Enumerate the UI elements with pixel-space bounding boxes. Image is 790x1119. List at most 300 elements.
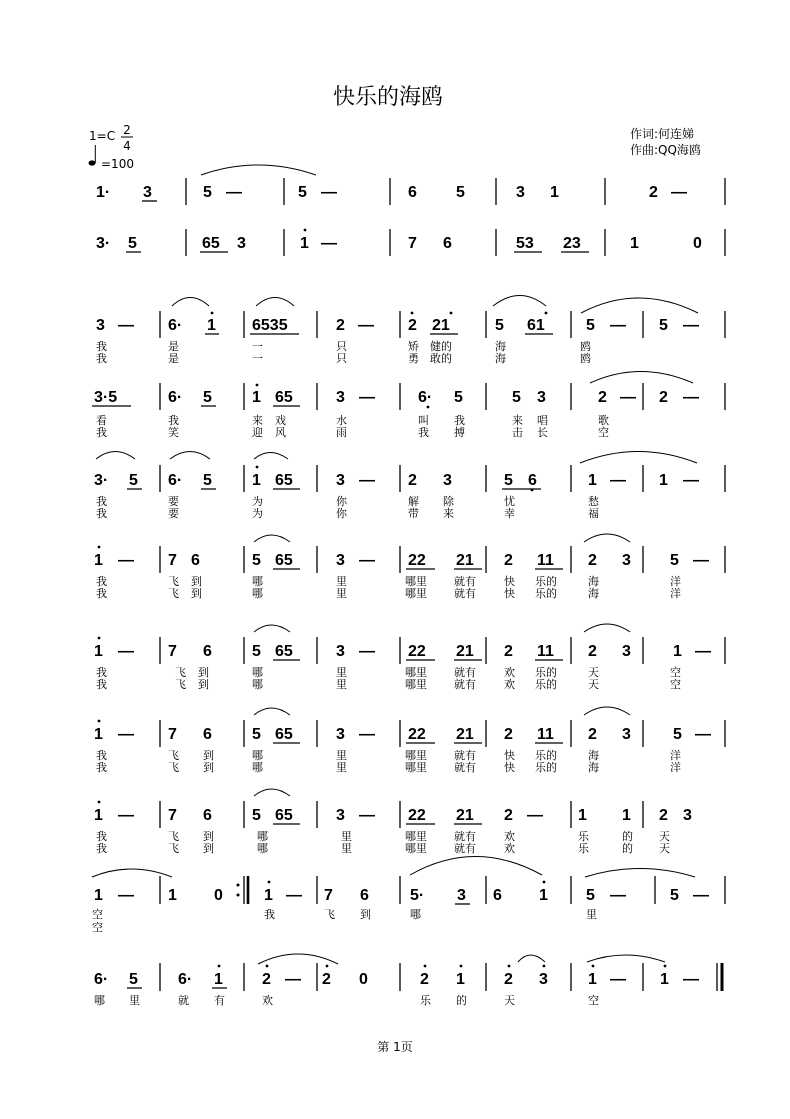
note: 7: [408, 235, 417, 252]
octave-dot: [98, 546, 101, 549]
note: 3: [336, 389, 345, 406]
lyric: 忧: [504, 495, 515, 508]
lyric: 要: [168, 495, 179, 508]
note: 11: [537, 643, 554, 660]
note: 6: [528, 472, 537, 489]
lyric: 我: [96, 666, 107, 679]
note: 2: [588, 552, 597, 569]
note: 2: [322, 971, 331, 988]
note: 7: [168, 807, 177, 824]
note: 5: [456, 184, 465, 201]
note: 3: [516, 184, 525, 201]
score-row: [94, 552, 709, 569]
lyric: 天: [659, 842, 670, 855]
lyric: 到: [198, 666, 209, 679]
lyric: 天: [588, 666, 599, 679]
note: —: [359, 643, 375, 660]
note: 2: [420, 971, 429, 988]
note: 1: [94, 726, 103, 743]
lyric: 的: [456, 994, 467, 1007]
note: 1: [94, 643, 103, 660]
lyric: 哪: [252, 761, 263, 774]
note: 6: [408, 184, 417, 201]
barlines: [160, 383, 725, 410]
note: 6·: [168, 317, 183, 334]
score-row: [96, 235, 702, 252]
lyric: 洋: [670, 749, 681, 762]
lyrics-verse-1: [92, 907, 597, 921]
lyric: 矫: [408, 340, 419, 353]
lyric: 空: [92, 921, 103, 934]
lyric: 你: [336, 507, 347, 520]
note: —: [118, 726, 134, 743]
barlines: [160, 720, 725, 747]
note: 2: [504, 726, 513, 743]
lyric: 洋: [670, 587, 681, 600]
lyric: 只: [336, 352, 347, 365]
note: 0: [359, 971, 368, 988]
lyric: 欢: [504, 666, 515, 679]
note: 5: [670, 887, 679, 904]
lyric: 天: [504, 994, 515, 1007]
lyric: 敢的: [430, 352, 452, 365]
note: 22: [408, 643, 426, 660]
lyric: 海: [495, 340, 506, 353]
lyric: 飞: [168, 830, 179, 843]
lyric: 我: [96, 761, 107, 774]
score-title: 快乐的海鸥: [332, 85, 444, 110]
lyric: 哪: [410, 908, 421, 921]
lyric: 你: [336, 495, 347, 508]
final-barline: [717, 963, 722, 991]
lyric: 就有: [454, 842, 476, 855]
note: 1: [578, 807, 587, 824]
lyric: 要: [168, 507, 179, 520]
lyric: 哪里: [405, 830, 427, 843]
lyric: 到: [203, 842, 214, 855]
lyricist-credit: 作词:何连娣: [630, 127, 695, 141]
lyric: 空: [588, 994, 599, 1007]
lyric: 哪里: [405, 761, 427, 774]
note: —: [359, 389, 375, 406]
lyric: 到: [191, 575, 202, 588]
lyric: 洋: [670, 575, 681, 588]
note: 1: [252, 472, 261, 489]
note: 7: [324, 887, 333, 904]
lyric: 就: [178, 994, 189, 1007]
barlines: [160, 637, 725, 664]
lyric: 海: [495, 352, 506, 365]
note: 6: [493, 887, 502, 904]
note: —: [610, 317, 626, 334]
note: 1: [630, 235, 639, 252]
lyrics-verse-1: [96, 665, 681, 679]
lyric: 空: [670, 666, 681, 679]
lyric: 里: [341, 842, 352, 855]
score-row: [94, 726, 711, 743]
lyric: 解: [408, 495, 419, 508]
note: 2: [504, 552, 513, 569]
note: 65: [202, 235, 220, 252]
note: 1: [588, 472, 597, 489]
lyric: 哪: [94, 994, 105, 1007]
note: —: [683, 389, 699, 406]
lyric: 我: [264, 908, 275, 921]
note: 5: [203, 389, 212, 406]
slur: [201, 165, 316, 175]
lyric: 里: [336, 678, 347, 691]
note: —: [359, 552, 375, 569]
note: —: [359, 472, 375, 489]
lyric: 里: [336, 666, 347, 679]
note: 6: [203, 726, 212, 743]
lyric: 乐: [578, 842, 589, 855]
lyric: 长: [537, 426, 548, 439]
octave-dot: [98, 801, 101, 804]
lyric: 迎: [252, 426, 263, 439]
lyric: 就有: [454, 678, 476, 691]
score-row: [94, 807, 692, 824]
note: 7: [168, 726, 177, 743]
lyric: 乐的: [535, 575, 557, 588]
note: 3: [457, 887, 466, 904]
note: 5: [504, 472, 513, 489]
note: 2: [504, 643, 513, 660]
slur: [258, 954, 665, 964]
lyrics-verse-1: [96, 413, 609, 427]
lyric: 我: [96, 575, 107, 588]
lyric: 哪里: [405, 666, 427, 679]
note: 1: [94, 807, 103, 824]
note: 3: [336, 472, 345, 489]
note: 3: [336, 643, 345, 660]
note: 2: [598, 389, 607, 406]
note: —: [671, 184, 687, 201]
lyric: 我: [96, 749, 107, 762]
note: —: [683, 472, 699, 489]
note: 22: [408, 552, 426, 569]
score-row: [94, 643, 711, 660]
slur: [172, 296, 698, 314]
note: 3: [537, 389, 546, 406]
note: 21: [456, 643, 474, 660]
lyrics-verse-2: [96, 841, 670, 855]
lyrics-verse-1: [96, 748, 681, 762]
note: 5: [298, 184, 307, 201]
lyrics-verse-1: [96, 494, 600, 508]
lyric: 水: [336, 414, 347, 427]
lyrics-verse-2: [96, 506, 599, 520]
note: 6·: [168, 472, 183, 489]
note: 22: [408, 807, 426, 824]
note: —: [695, 643, 711, 660]
note: —: [610, 971, 626, 988]
barlines: [160, 876, 725, 904]
lyric: 哪里: [405, 749, 427, 762]
note: 5: [512, 389, 521, 406]
lyric: 飞: [168, 761, 179, 774]
lyric: 哪: [252, 587, 263, 600]
note: 1: [168, 887, 177, 904]
note: —: [610, 887, 626, 904]
note: 5: [203, 184, 212, 201]
lyric: 空: [598, 426, 609, 439]
octave-dot: [98, 720, 101, 723]
note: 3: [622, 643, 631, 660]
lyric: 里: [336, 575, 347, 588]
lyric: 只: [336, 340, 347, 353]
lyric: 海: [588, 587, 599, 600]
lyric: 哪: [257, 830, 268, 843]
note: 3: [336, 552, 345, 569]
lyric: 带: [408, 507, 419, 520]
lyric: 我: [96, 426, 107, 439]
note: 6: [443, 235, 452, 252]
lyric: 我: [418, 426, 429, 439]
lyric: 我: [96, 352, 107, 365]
note: —: [118, 887, 134, 904]
lyric: 健的: [430, 340, 452, 353]
lyric: 天: [659, 830, 670, 843]
lyric: 哪: [252, 575, 263, 588]
lyric: 哪: [257, 842, 268, 855]
note: 5: [673, 726, 682, 743]
lyric: 乐: [420, 994, 431, 1007]
barlines: [160, 546, 725, 573]
note: —: [285, 971, 301, 988]
lyric: 海: [588, 575, 599, 588]
note: —: [683, 971, 699, 988]
lyric: 飞: [168, 842, 179, 855]
note: 2: [408, 472, 417, 489]
lyrics-verse-2: [96, 760, 681, 774]
lyric: 里: [336, 587, 347, 600]
barlines: [160, 801, 643, 828]
quarter-note-icon: [89, 145, 96, 166]
note: —: [359, 807, 375, 824]
composer-credit: 作曲:QQ海鸥: [630, 143, 701, 157]
note: 2: [659, 389, 668, 406]
note: 5: [252, 807, 261, 824]
lyric: 天: [588, 678, 599, 691]
note: 5: [252, 726, 261, 743]
note: 5: [670, 552, 679, 569]
lyric: 欢: [504, 842, 515, 855]
octave-dots: [218, 965, 667, 968]
note: 2: [588, 726, 597, 743]
lyric: 到: [203, 830, 214, 843]
note: 1: [264, 887, 273, 904]
note: 21: [456, 726, 474, 743]
lyric: 我: [96, 340, 107, 353]
note: 3: [622, 726, 631, 743]
note: 2: [504, 971, 513, 988]
note: 3: [143, 184, 152, 201]
lyric: 的: [622, 842, 633, 855]
note: 2: [588, 643, 597, 660]
lyric: 里: [129, 994, 140, 1007]
time-signature-bottom: 4: [123, 139, 131, 153]
lyric: 叫: [418, 414, 429, 427]
note: —: [321, 235, 337, 252]
note: 5: [128, 235, 137, 252]
lyric: 我: [96, 587, 107, 600]
note: 1: [300, 235, 309, 252]
note: 3·: [96, 235, 111, 252]
time-signature-top: 2: [123, 123, 131, 137]
lyrics-verse-1: [94, 993, 599, 1007]
lyric: 戏: [275, 414, 286, 427]
note: 1: [550, 184, 559, 201]
lyrics-verse-1: [96, 574, 681, 588]
slur: [254, 534, 630, 542]
note: —: [321, 184, 337, 201]
note: 11: [537, 726, 554, 743]
score-row: [94, 472, 699, 489]
lyric: 到: [191, 587, 202, 600]
note: 23: [563, 235, 581, 252]
lyric: 空: [670, 678, 681, 691]
note: —: [286, 887, 302, 904]
note: —: [226, 184, 242, 201]
lyric: 的: [622, 830, 633, 843]
lyric: 我: [96, 495, 107, 508]
note: 1: [207, 317, 216, 334]
note: —: [693, 887, 709, 904]
score-row: [96, 317, 699, 334]
note: 1·: [96, 184, 111, 201]
lyric: 为: [252, 495, 263, 508]
note: 61: [527, 317, 545, 334]
lyric: 风: [275, 426, 286, 439]
note: 65: [275, 472, 293, 489]
lyric: 快: [504, 761, 515, 774]
lyric: 雨: [336, 426, 347, 439]
lyrics-verse-2: [96, 586, 681, 600]
note: 1: [539, 887, 548, 904]
slur: [254, 789, 290, 796]
lyric: 飞: [168, 587, 179, 600]
note: —: [118, 643, 134, 660]
note: 5: [203, 472, 212, 489]
score-row: [94, 971, 699, 988]
lyric: 一: [252, 340, 263, 353]
note: 3·: [94, 472, 109, 489]
lyric: 来: [443, 507, 454, 520]
note: 3: [622, 552, 631, 569]
lyric: 哪里: [405, 678, 427, 691]
note: 21: [456, 807, 474, 824]
lyric: 搏: [454, 426, 465, 439]
lyric: 里: [336, 749, 347, 762]
lyric: 乐的: [535, 587, 557, 600]
octave-dots: [268, 881, 546, 884]
lyric: 欢: [262, 994, 273, 1007]
slur: [92, 857, 695, 878]
note: 3: [443, 472, 452, 489]
note: —: [358, 317, 374, 334]
note: 3: [336, 807, 345, 824]
lyrics-verse-2: [96, 425, 609, 439]
note: 2: [649, 184, 658, 201]
note: —: [118, 807, 134, 824]
note: —: [610, 472, 626, 489]
note: 3: [539, 971, 548, 988]
lyric: 飞: [175, 678, 186, 691]
note: 5: [129, 971, 138, 988]
lyric: 为: [252, 507, 263, 520]
note: 5·: [410, 887, 425, 904]
lyric: 我: [454, 414, 465, 427]
lyric: 看: [96, 414, 107, 427]
lyric: 快: [504, 587, 515, 600]
lyric: 欢: [504, 678, 515, 691]
lyric: 到: [198, 678, 209, 691]
lyric: 到: [203, 749, 214, 762]
note: 5: [659, 317, 668, 334]
note: 65: [275, 807, 293, 824]
key-signature: 1=C: [89, 129, 116, 143]
note: 5: [495, 317, 504, 334]
lyric: 来: [512, 414, 523, 427]
note: 3: [96, 317, 105, 334]
note: —: [695, 726, 711, 743]
lyric: 除: [443, 495, 454, 508]
note: 21: [456, 552, 474, 569]
lyrics-verse-1: [96, 339, 591, 353]
lyric: 乐的: [535, 749, 557, 762]
note: 3: [237, 235, 246, 252]
score-row: [96, 184, 687, 201]
lyric: 有: [214, 994, 225, 1007]
note: 2: [504, 807, 513, 824]
note: 6·: [94, 971, 109, 988]
repeat-sign-icon: [237, 876, 249, 904]
lyric: 乐: [578, 830, 589, 843]
note: —: [693, 552, 709, 569]
note: 21: [432, 317, 450, 334]
note: 5: [586, 887, 595, 904]
lyric: 飞: [168, 575, 179, 588]
note: 6·: [168, 389, 183, 406]
note: 5: [129, 472, 138, 489]
lyric: 到: [203, 761, 214, 774]
lyric: 一: [252, 352, 263, 365]
barlines: [160, 963, 643, 991]
lyric: 快: [504, 749, 515, 762]
lyric: 唱: [537, 414, 548, 427]
lyric: 快: [504, 575, 515, 588]
note: 1: [94, 552, 103, 569]
note: 6: [191, 552, 200, 569]
lyric: 愁: [588, 495, 599, 508]
note: 6: [360, 887, 369, 904]
slur: [96, 452, 697, 464]
lyric: 洋: [670, 761, 681, 774]
lyric: 我: [96, 678, 107, 691]
tempo-marking: =100: [101, 157, 134, 171]
lyric: 我: [96, 842, 107, 855]
lyric: 海: [588, 761, 599, 774]
lyric: 哪里: [405, 587, 427, 600]
note: 0: [693, 235, 702, 252]
lyric: 就有: [454, 587, 476, 600]
note: —: [118, 552, 134, 569]
note: 5: [586, 317, 595, 334]
lyric: 里: [341, 830, 352, 843]
lyric: 来: [252, 414, 263, 427]
note: 5: [454, 389, 463, 406]
